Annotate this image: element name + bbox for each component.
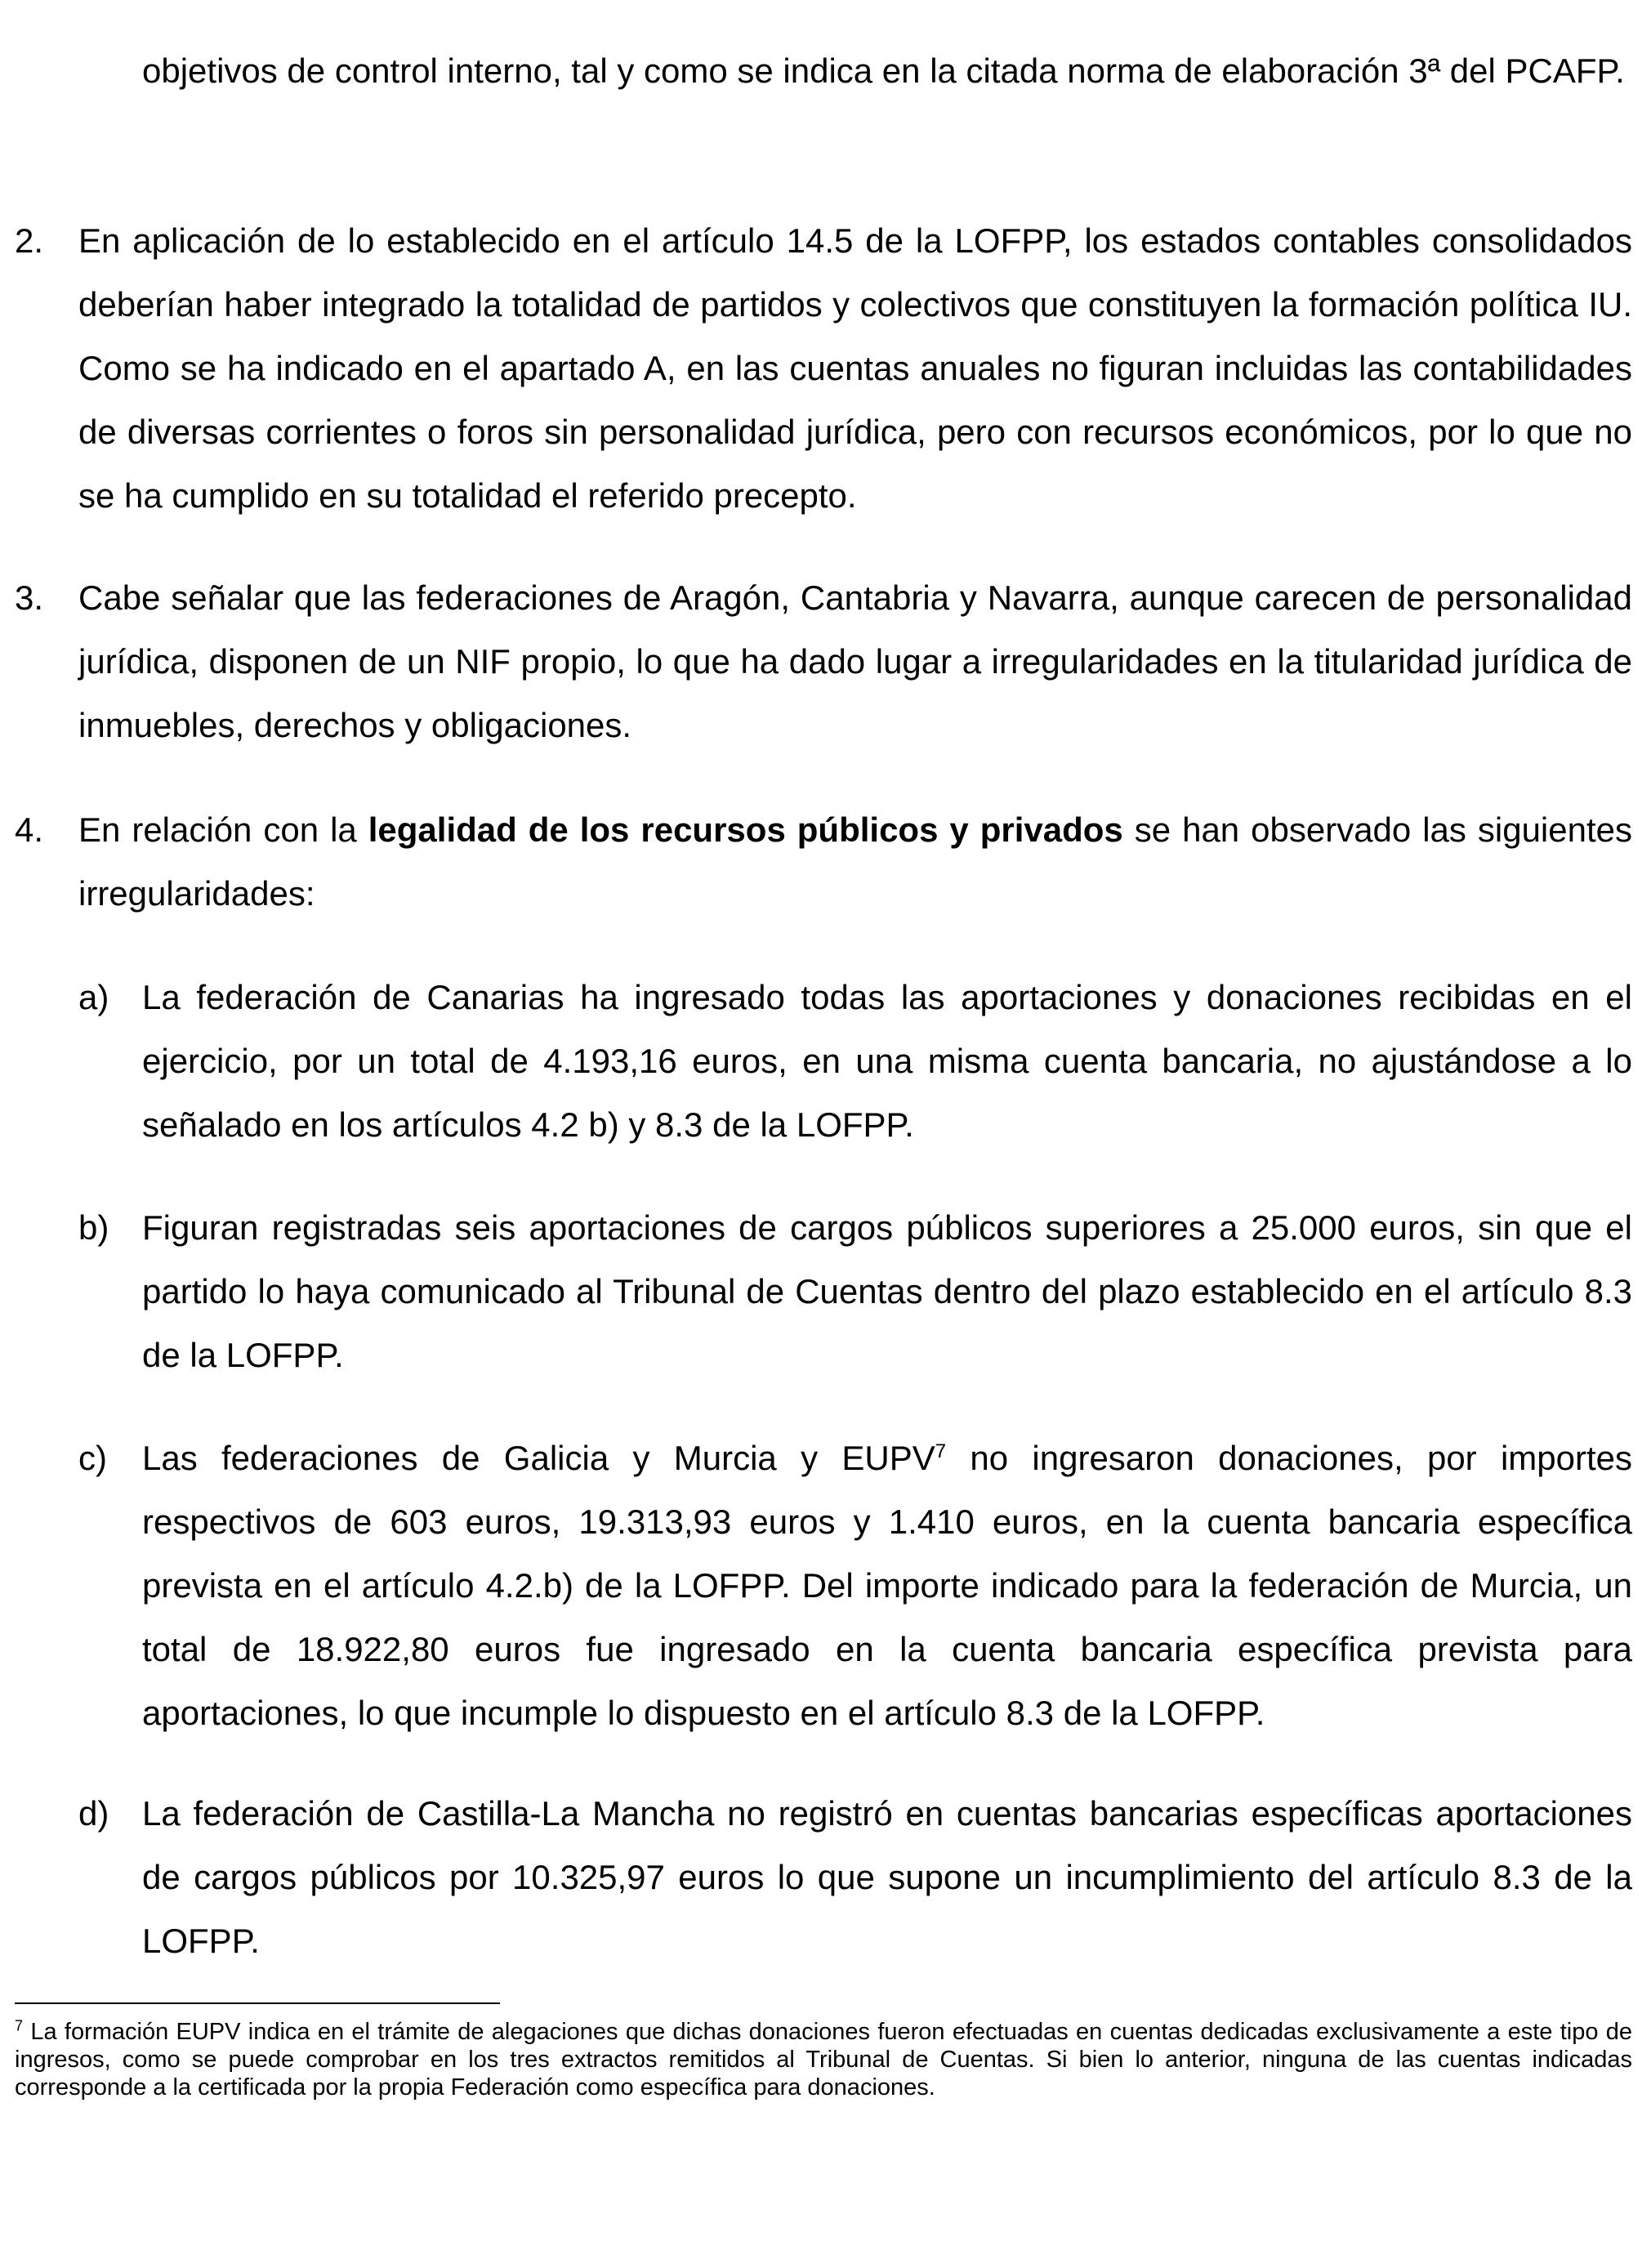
sub-item-text: La federación de Castilla-La Mancha no registró en cuentas bancarias específicas aportaciones de cargos públicos por 10.325,97 euros lo que supone un incumplimiento del artículo 8.3 de la LOFPP. [142,1794,1632,1960]
list-item-text: En aplicación de lo establecido en el artículo 14.5 de la LOFPP, los estados contables consolidados deberían haber integrado la totalidad de partidos y colectivos que constituyen la formación política IU. Como se ha indicado en el apartado A, en las cuentas anuales no figuran incluidas las contabilidades de diversas corrientes o foros sin personalidad jurídica, pero con recursos económicos, por lo que no se ha cumplido en su totalidad el referido precepto. [78,221,1632,515]
list-number: 4. [15,810,44,849]
list-number: 3. [15,578,44,617]
footnote-text: La formación EUPV indica en el trámite de alegaciones que dichas donaciones fueron efectuadas en cuentas dedicadas exclusivamente a este tipo de ingresos, como se puede comprobar en los tres extractos remitidos al Tribunal de Cuentas. Si bien lo anterior, ninguna de las cuentas indicadas corresponde a la certificada por la propia Federación como específica para donaciones. [15,2019,1633,2101]
item-text-before: En relación con la [78,810,357,849]
list-number: 2. [15,221,44,260]
item-text-after: se han observado las siguientes irregularidades: [78,810,1633,913]
list-item-text: Cabe señalar que las federaciones de Aragón, Cantabria y Navarra, aunque carecen de personalidad jurídica, disponen de un NIF propio, lo que ha dado lugar a irregularidades en la titularidad jurídica de inmuebles, derechos y obligaciones. [78,578,1632,744]
footnote-reference[interactable]: 7 [935,1440,947,1462]
sub-item-text: La federación de Canarias ha ingresado todas las aportaciones y donaciones recibidas en el ejercicio, por un total de 4.193,16 euros, en una misma cuenta bancaria, no ajustándose a lo señalado en los artículos 4.2 b) y 8.3 de la LOFPP. [142,978,1632,1144]
sub-item-letter: c) [78,1439,107,1477]
footnote-number: 7 [15,2017,24,2034]
intro-paragraph: objetivos de control interno, tal y como se indica en la citada norma de elaboración 3ª del PCAFP. [142,51,1625,90]
sub-item-text-after: no ingresaron donaciones, por importes respectivos de 603 euros, 19.313,93 euros y 1.410 euros, en la cuenta bancaria específica prevista en el artículo 4.2.b) de la LOFPP. Del importe indicado para la federación de Murcia, un total de 18.922,80 euros fue ingresado en la cuenta bancaria específica prevista para aportaciones, lo que incumple lo dispuesto en el artículo 8.3 de la LOFPP. [142,1439,1633,1732]
sub-item-letter: d) [78,1794,109,1833]
sub-item-letter: b) [78,1208,109,1247]
sub-item-text [142,1426,1632,1745]
bold-emphasis: legalidad de los recursos públicos y privados [368,810,1123,849]
footnote [15,2018,1632,2101]
sub-item-text: Figuran registradas seis aportaciones de cargos públicos superiores a 25.000 euros, sin que el partido lo haya comunicado al Tribunal de Cuentas dentro del plazo establecido en el artículo 8.3 de la LOFPP. [142,1208,1632,1374]
sub-item-text-before: Las federaciones de Galicia y Murcia y EUPV [142,1439,935,1477]
sub-item-letter: a) [78,978,109,1016]
footnote-divider [15,2002,500,2004]
list-item-text [78,798,1632,926]
